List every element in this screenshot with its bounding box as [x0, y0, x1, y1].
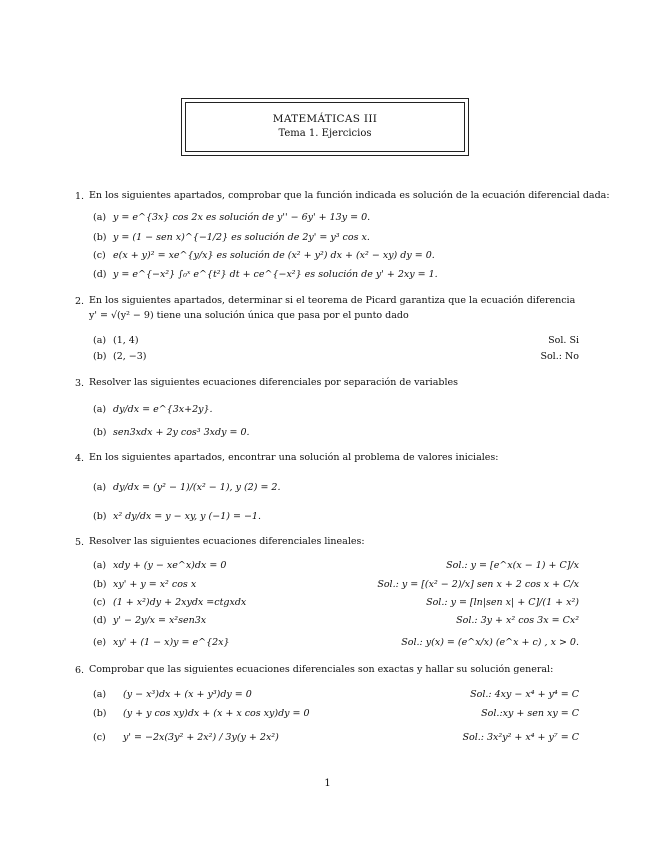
exercise-number: 3. [75, 378, 85, 389]
item-solution: Sol.: 4xy − x⁴ + y⁴ = C [470, 689, 579, 700]
item-text: y = (1 − sen x)^{−1/2} es solución de 2y' = y³ cos x. [113, 232, 370, 243]
item-solution: Sol.: y = [ln|sen x| + C]/(1 + x²) [426, 597, 579, 608]
item-label: (c) [93, 732, 106, 743]
item-solution: Sol.: y(x) = (e^x/x) (e^x + c) , x > 0. [401, 637, 579, 648]
item-solution: Sol.: y = [(x² − 2)/x] sen x + 2 cos x + C/x [377, 579, 579, 590]
exercise-statement: Resolver las siguientes ecuaciones diferenciales por separación de variables [89, 377, 458, 388]
item-solution: Sol.: y = [e^x(x − 1) + C]/x [446, 560, 579, 571]
item-label: (a) [93, 560, 107, 571]
item-text: sen3xdx + 2y cos³ 3xdy = 0. [113, 427, 250, 438]
exercise-statement: En los siguientes apartados, determinar si el teorema de Picard garantiza que la ecuación diferencia [89, 295, 576, 306]
document-subtitle: Tema 1. Ejercicios [278, 128, 372, 139]
exercise-statement: Resolver las siguientes ecuaciones diferenciales lineales: [89, 536, 365, 547]
item-label: (a) [93, 335, 107, 346]
item-label: (b) [93, 351, 107, 362]
item-solution: Sol.: No [540, 351, 579, 362]
item-text: y' = −2x(3y² + 2x²) / 3y(y + 2x²) [123, 732, 279, 743]
exercise-number: 5. [75, 537, 85, 548]
item-text: y = e^{−x²} ∫₀ˣ e^{t²} dt + ce^{−x²} es solución de y' + 2xy = 1. [113, 269, 438, 280]
item-label: (a) [93, 689, 107, 700]
item-solution: Sol. Si [548, 335, 579, 346]
item-text: xy' + y = x² cos x [113, 579, 197, 590]
item-text: xdy + (y − xe^x)dx = 0 [113, 560, 227, 571]
item-label: (b) [93, 579, 107, 590]
page-number: 1 [324, 778, 331, 789]
item-solution: Sol.: 3y + x² cos 3x = Cx² [456, 615, 579, 626]
item-label: (a) [93, 482, 107, 493]
item-text: x² dy/dx = y − xy, y (−1) = −1. [113, 511, 261, 522]
item-label: (b) [93, 232, 107, 243]
item-text: (1 + x²)dy + 2xydx =ctgxdx [113, 597, 247, 608]
item-text: (1, 4) [113, 335, 139, 346]
item-label: (d) [93, 269, 107, 280]
item-label: (d) [93, 615, 107, 626]
item-label: (a) [93, 404, 107, 415]
item-label: (a) [93, 212, 107, 223]
item-label: (b) [93, 511, 107, 522]
item-text: xy' + (1 − x)y = e^{2x} [113, 637, 230, 648]
item-solution: Sol.:xy + sen xy = C [481, 708, 579, 719]
title-box [181, 98, 469, 156]
exercise-statement: En los siguientes apartados, comprobar que la función indicada es solución de la ecuación diferencial dada: [89, 190, 610, 201]
item-label: (c) [93, 597, 106, 608]
exercise-number: 2. [75, 296, 85, 307]
exercise-statement-line2: y' = √(y² − 9) tiene una solución única que pasa por el punto dado [89, 310, 409, 321]
item-text: dy/dx = (y² − 1)/(x² − 1), y (2) = 2. [113, 482, 281, 493]
item-text: (y + y cos xy)dx + (x + x cos xy)dy = 0 [123, 708, 310, 719]
item-label: (c) [93, 250, 106, 261]
item-text: y = e^{3x} cos 2x es solución de y'' − 6y' + 13y = 0. [113, 212, 371, 223]
item-text: y' − 2y/x = x²sen3x [113, 615, 207, 626]
exercise-number: 6. [75, 665, 85, 676]
exercise-statement: Comprobar que las siguientes ecuaciones diferenciales son exactas y hallar su solución general: [89, 664, 554, 675]
item-label: (b) [93, 427, 107, 438]
item-solution: Sol.: 3x²y² + x⁴ + y⁷ = C [462, 732, 579, 743]
exercise-number: 1. [75, 191, 85, 202]
item-text: e(x + y)² = xe^{y/x} es solución de (x² + y²) dx + (x² − xy) dy = 0. [113, 250, 435, 261]
exercise-number: 4. [75, 453, 85, 464]
item-text: (y − x³)dx + (x + y³)dy = 0 [123, 689, 252, 700]
item-label: (b) [93, 708, 107, 719]
item-text: dy/dx = e^{3x+2y}. [113, 404, 213, 415]
document-title: MATEMÁTICAS III [272, 113, 378, 125]
item-text: (2, −3) [113, 351, 147, 362]
exercise-statement: En los siguientes apartados, encontrar una solución al problema de valores iniciales: [89, 452, 499, 463]
item-label: (e) [93, 637, 107, 648]
